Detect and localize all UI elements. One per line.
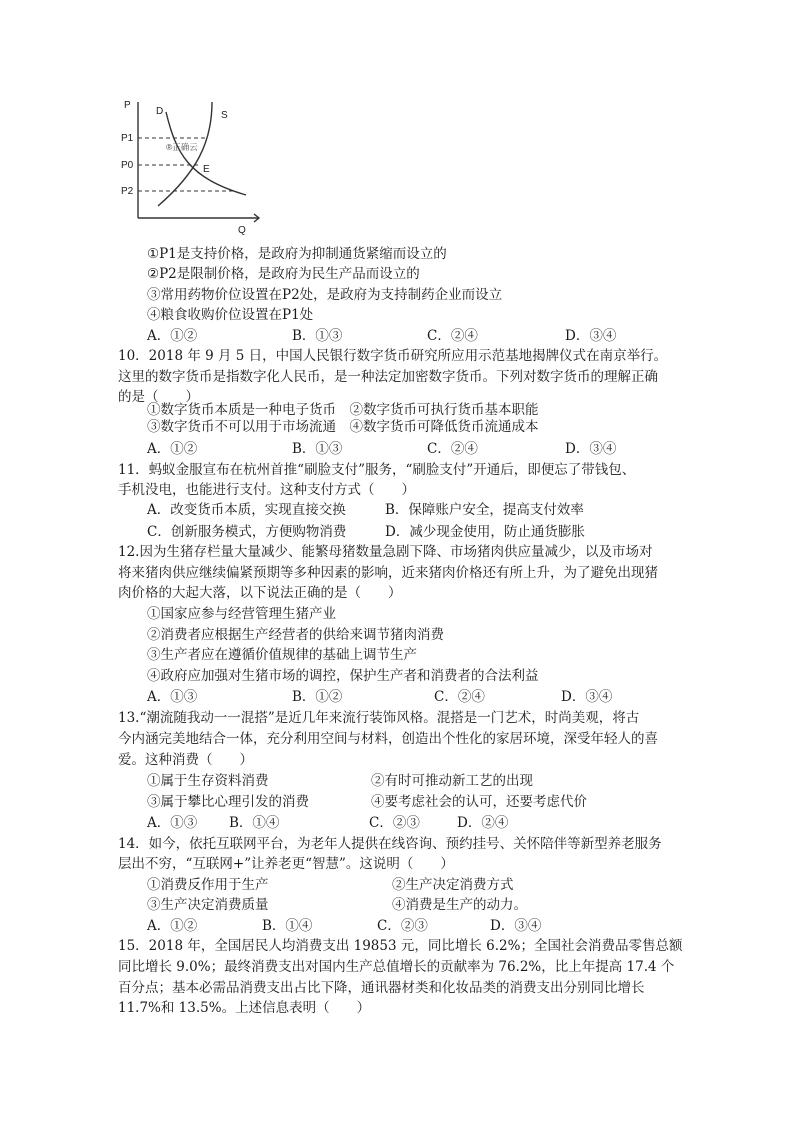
q12-choice-b: B．①② xyxy=(292,689,343,705)
q14-choice-b: B．①④ xyxy=(262,918,313,934)
q9-choice-a: A．①② xyxy=(147,328,198,344)
q13-stem-3: 爱。这种消费（ ） xyxy=(118,752,253,768)
q12-option-2: ②消费者应根据生产经营者的供给来调节猪肉消费 xyxy=(147,627,444,643)
q10-stem-2: 这里的数字货币是指数字化人民币，是一种法定加密数字货币。下列对数字货币的理解正确 xyxy=(118,369,658,385)
q12-stem-2: 将来猪肉供应继续偏紧预期等多种因素的影响，近来猪肉价格还有所上升，为了避免出现猪 xyxy=(118,565,658,581)
q11-choice-a: A．改变货币本质，实现直接交换 xyxy=(147,502,346,518)
demand-curve xyxy=(166,112,246,195)
q12-choice-c: C．②④ xyxy=(434,689,485,705)
equilibrium-label: E xyxy=(203,164,210,175)
q10-options-12: ①数字货币本质是一种电子货币 ②数字货币可执行货币基本职能 xyxy=(147,402,539,418)
q10-options-34: ③数字货币不可以用于市场流通 ④数字货币可降低货币流通成本 xyxy=(147,419,539,435)
q13-option-4: ④要考虑社会的认可，还要考虑代价 xyxy=(371,794,587,810)
q14-choice-c: C．②③ xyxy=(377,918,428,934)
q12-stem-1: 12.因为生猪存栏量大量减少、能繁母猪数量急剧下降、市场猪肉供应量减少，以及市场对 xyxy=(118,544,653,560)
q14-option-1: ①消费反作用于生产 xyxy=(147,877,269,893)
p-axis-label: P xyxy=(124,100,131,111)
q14-option-3: ③生产决定消费质量 xyxy=(147,897,269,913)
q13-choice-a: A．①③ xyxy=(147,815,198,831)
q9-choice-b: B．①③ xyxy=(292,328,343,344)
q11-choice-b: B．保障账户安全，提高支付效率 xyxy=(385,502,584,518)
p0-label: P0 xyxy=(121,160,134,171)
demand-label: D xyxy=(156,106,164,117)
q-axis-label: Q xyxy=(238,225,246,236)
q14-stem-2: 层出不穷，“互联网+”让养老更“智慧”。这说明（ ） xyxy=(118,856,454,872)
q10-stem-1: 10．2018 年 9 月 5 日，中国人民银行数字货币研究所应用示范基地揭牌仪式在南京举行。 xyxy=(118,348,668,364)
supply-label: S xyxy=(221,110,228,121)
q13-stem-2: 今内涵完美地结合一体，充分利用空间与材料，创造出个性化的家居环境，深受年轻人的喜 xyxy=(118,731,658,747)
q12-stem-3: 肉价格的大起大落，以下说法正确的是（ ） xyxy=(118,585,402,601)
q9-option-4: ④粮食收购价位设置在P1处 xyxy=(147,307,314,323)
q11-stem-2: 手机没电，也能进行支付。这种支付方式（ ） xyxy=(118,482,415,498)
q13-choice-b: B．①④ xyxy=(229,815,280,831)
q14-option-4: ④消费是生产的动力。 xyxy=(392,897,527,913)
q9-choice-c: C．②④ xyxy=(427,328,478,344)
q10-choice-a: A．①② xyxy=(147,441,198,457)
q13-option-2: ②有时可推动新工艺的出现 xyxy=(371,773,533,789)
q14-option-2: ②生产决定消费方式 xyxy=(392,877,514,893)
supply-curve xyxy=(158,102,212,206)
q11-choice-c: C．创新服务模式，方便购物消费 xyxy=(147,524,347,540)
q11-stem-1: 11．蚂蚁金服宣布在杭州首推“刷脸支付”服务，“刷脸支付”开通后，即便忘了带钱包、 xyxy=(118,462,636,478)
q9-choice-d: D．③④ xyxy=(565,328,617,344)
q10-stem-3: 的是（ ） xyxy=(118,389,199,405)
q10-choice-d: D．③④ xyxy=(565,441,617,457)
q15-stem-2: 同比增长 9.0%；最终消费支出对国内生产总值增长的贡献率为 76.2%，比上年提高 17.4 个 xyxy=(118,959,675,975)
q12-choice-d: D．③④ xyxy=(561,689,613,705)
q13-choice-c: C．②③ xyxy=(369,815,420,831)
watermark: ®正确云 xyxy=(166,142,198,152)
q12-option-1: ①国家应参与经营管理生猪产业 xyxy=(147,606,336,622)
p1-label: P1 xyxy=(121,133,134,144)
q15-stem-1: 15．2018 年，全国居民人均消费支出 19853 元，同比增长 6.2%；全国社会消费品零售总额 xyxy=(118,938,683,954)
q9-option-1: ①P1是支持价格，是政府为抑制通货紧缩而设立的 xyxy=(147,246,447,262)
q12-choice-a: A．①③ xyxy=(147,689,198,705)
q14-stem-1: 14．如今，依托互联网平台，为老年人提供在线咨询、预约挂号、关怀陪伴等新型养老服务 xyxy=(118,836,662,852)
p2-label: P2 xyxy=(121,186,134,197)
q13-stem-1: 13.“潮流随我动一一混搭”是近几年来流行装饰风格。混搭是一门艺术，时尚美观，将古 xyxy=(118,710,640,726)
q14-choice-a: A．①② xyxy=(147,918,198,934)
q10-choice-c: C．②④ xyxy=(427,441,478,457)
q13-option-3: ③属于攀比心理引发的消费 xyxy=(147,794,309,810)
q12-option-4: ④政府应加强对生猪市场的调控，保护生产者和消费者的合法利益 xyxy=(147,668,539,684)
q14-choice-d: D．③④ xyxy=(490,918,542,934)
q13-option-1: ①属于生存资料消费 xyxy=(147,773,269,789)
q15-stem-4: 11.7%和 13.5%。上述信息表明（ ） xyxy=(118,1000,371,1016)
q10-choice-b: B．①③ xyxy=(292,441,343,457)
q11-choice-d: D．减少现金使用，防止通货膨胀 xyxy=(385,524,585,540)
q13-choice-d: D．②④ xyxy=(457,815,509,831)
q9-option-3: ③常用药物价位设置在P2处，是政府为支持制药企业而设立 xyxy=(147,287,503,303)
q12-option-3: ③生产者应在遵循价值规律的基础上调节生产 xyxy=(147,647,417,663)
supply-demand-graph xyxy=(118,98,268,236)
q15-stem-3: 百分点；基本必需品消费支出占比下降，通讯器材类和化妆品类的消费支出分别同比增长 xyxy=(118,980,645,996)
q9-option-2: ②P2是限制价格，是政府为民生产品而设立的 xyxy=(147,266,420,282)
